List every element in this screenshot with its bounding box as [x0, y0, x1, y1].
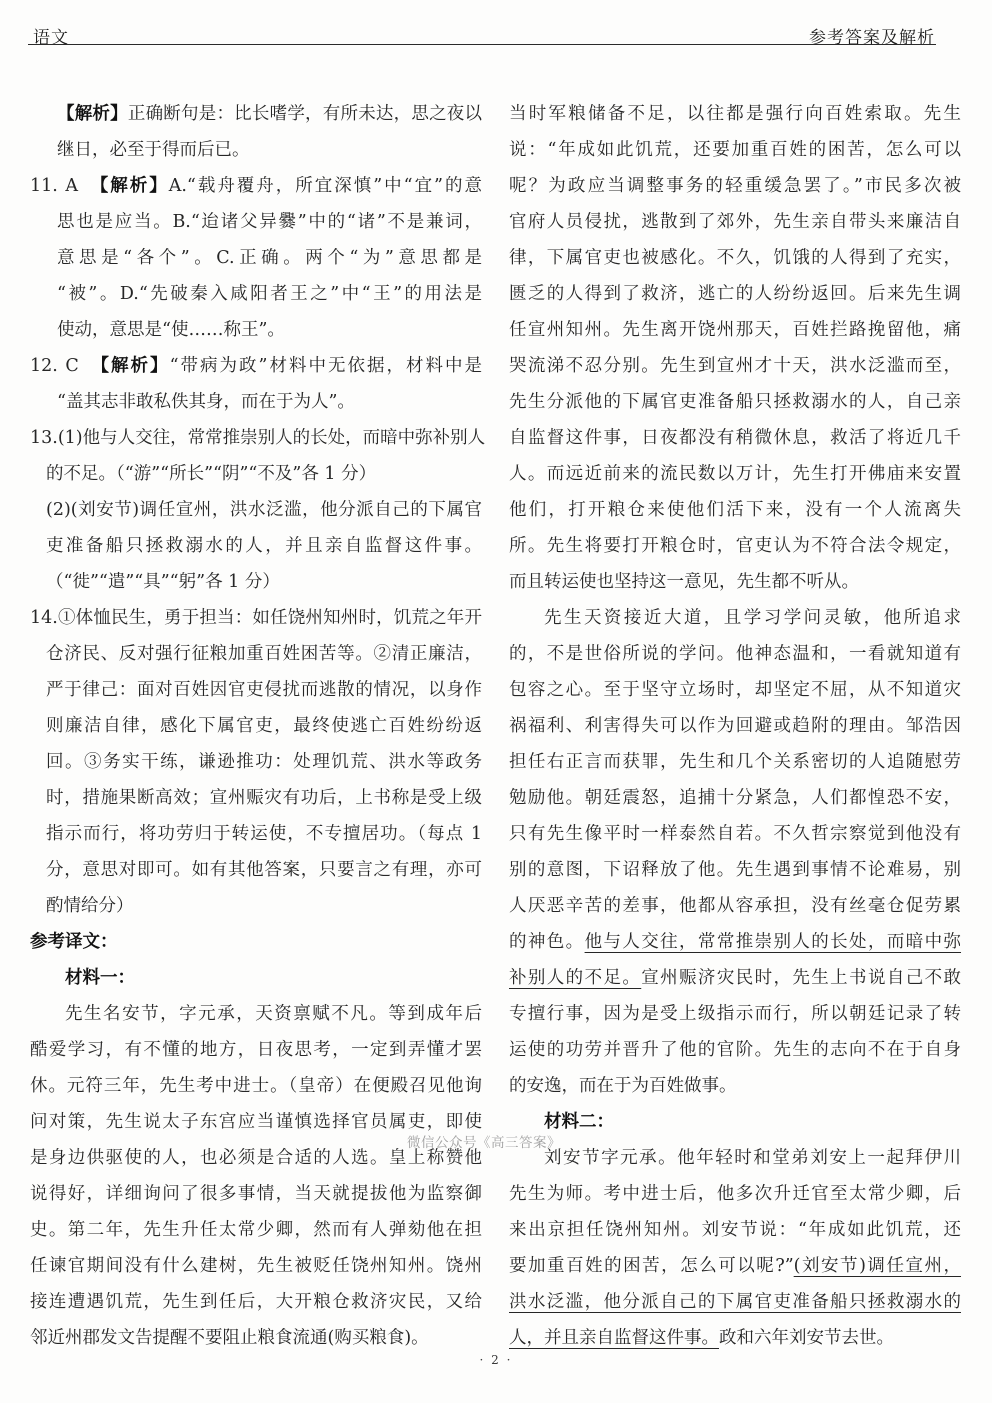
text-line — [509, 780, 961, 816]
text-segment: 来出京担任饶州知州。刘安节说：“年成如此饥荒，还 — [509, 1220, 961, 1240]
text-segment: 时，措施果断高效；宣州赈灾有功后，上书称是受上级 — [46, 788, 482, 808]
text-line — [509, 600, 961, 636]
text-line — [509, 888, 961, 924]
bold-text-segment: 【解析】 — [99, 176, 169, 196]
text-segment: (2)(刘安节)调任宣州，洪水泛滥，他分派自己的下属官 — [46, 500, 482, 520]
text-line — [46, 564, 482, 600]
text-segment: 邻近州郡发文告提醒不要阻止粮食流通(购买粮食)。 — [30, 1328, 429, 1348]
text-line — [30, 1248, 482, 1284]
underlined-text-segment: 他与人交往，常常推崇别人的长处，而暗中弥 — [584, 932, 962, 952]
text-line — [46, 888, 482, 924]
text-line — [46, 636, 482, 672]
text-line — [46, 852, 482, 888]
text-line — [30, 348, 482, 384]
text-segment: 说得好，详细询问了很多事情，当天就提拔他为监察御 — [30, 1184, 482, 1204]
text-line — [57, 276, 482, 312]
underlined-text-segment: 洪水泛滥，他分派自己的下属官吏准备船只拯救溺水的 — [509, 1292, 961, 1312]
text-line — [509, 312, 961, 348]
text-segment: 刘安节字元承。他年轻时和堂弟刘安上一起拜伊川 — [544, 1148, 961, 1168]
text-segment: 他们，打开粮仓来使他们活下来，没有一个人流离失 — [509, 500, 961, 520]
text-line — [46, 708, 482, 744]
text-line — [57, 384, 482, 420]
header-rule — [28, 44, 936, 45]
text-line — [509, 996, 961, 1032]
bold-text-segment: 【解析】 — [57, 104, 128, 124]
text-line — [57, 132, 482, 168]
text-segment: “被”。D.“先破秦入咸阳者王之”中“王”的用法是 — [57, 284, 482, 304]
text-line — [509, 816, 961, 852]
text-line — [509, 672, 961, 708]
text-line — [30, 1320, 482, 1356]
text-line — [509, 420, 961, 456]
bold-text-segment: 材料一： — [65, 968, 135, 988]
text-segment: 的不足。（“游”“所长”“阴”“不及”各 1 分） — [46, 464, 377, 484]
watermark-text: 微信公众号《高三答案》 — [407, 1135, 561, 1151]
page-number: · 2 · — [479, 1353, 513, 1367]
text-line — [509, 96, 961, 132]
text-line — [57, 204, 482, 240]
text-line — [509, 1032, 961, 1068]
text-line — [30, 420, 486, 456]
text-segment: 运使的功劳并晋升了他的官阶。先生的志向不在于自身 — [509, 1040, 961, 1060]
text-segment: A.“载舟覆舟，所宜深慎”中“宜”的意 — [168, 176, 482, 196]
text-line — [509, 1248, 961, 1284]
text-line — [509, 1176, 961, 1212]
text-line — [30, 1104, 482, 1140]
text-line — [46, 528, 482, 564]
text-segment: 回。③务实干练，谦逊推功：处理饥荒、洪水等政务 — [46, 752, 482, 772]
bold-text-segment: 参考译文： — [30, 932, 118, 952]
text-line — [509, 564, 961, 600]
text-line — [30, 1284, 482, 1320]
text-line — [46, 492, 482, 528]
text-line — [509, 276, 961, 312]
text-line — [30, 1068, 482, 1104]
text-line — [509, 1068, 961, 1104]
text-segment: 接连遭遇饥荒，先生到任后，大开粮仓救济灾民，又给 — [30, 1292, 482, 1312]
text-segment: 担任右正言而获罪，先生和几个关系密切的人追随慰劳 — [509, 752, 961, 772]
text-segment: 史。第二年，先生升任太常少卿，然而有人弹劾他在担 — [30, 1220, 482, 1240]
text-segment: 先生为师。考中进士后，他多次升迁官至太常少卿，后 — [509, 1184, 961, 1204]
underlined-text-segment: 人，并且亲自监督这件事。 — [509, 1328, 719, 1348]
text-line — [509, 204, 961, 240]
text-segment: 自监督这件事，日夜都没有稍微休息，救活了将近几千 — [509, 428, 961, 448]
text-line — [46, 744, 482, 780]
text-segment: 酌情给分） — [46, 896, 134, 916]
text-segment: 呢？为政应当调整事务的轻重缓急罢了。”市民多次被 — [509, 176, 961, 196]
text-line — [509, 636, 961, 672]
text-segment: 所。先生将要打开粮仓时，官吏认为不符合法令规定， — [509, 536, 961, 556]
text-line — [30, 924, 482, 960]
text-segment: 继日，必至于得而后已。 — [57, 140, 250, 160]
text-segment: 先生天资接近大道，且学习学问灵敏，他所追求 — [544, 608, 961, 628]
bold-text-segment: 【解析】 — [100, 356, 170, 376]
text-line — [46, 780, 482, 816]
text-segment: 则廉洁自律，感化下属官吏，最终使逃亡百姓纷纷返 — [46, 716, 482, 736]
text-segment: 思也是应当。B.“迨诸父异爨”中的“诸”不是兼词， — [57, 212, 482, 232]
text-segment: 而且转运使也坚持这一意见，先生都不听从。 — [509, 572, 859, 592]
text-line — [509, 708, 961, 744]
text-line — [509, 528, 961, 564]
text-segment: 问对策，先生说太子东宫应当谨慎选择官员属吏，即使 — [30, 1112, 482, 1132]
underlined-text-segment: 补别人的不足。 — [509, 968, 642, 988]
text-segment: 宣州赈济灾民时，先生上书说自己不敢 — [641, 968, 962, 988]
text-segment: 人。而远近前来的流民数以万计，先生打开佛庙来安置 — [509, 464, 961, 484]
page-footer — [0, 1353, 992, 1367]
text-line — [46, 816, 482, 852]
text-line — [509, 348, 961, 384]
text-line — [57, 312, 482, 348]
text-segment: 只有先生像平时一样泰然自若。不久哲宗察觉到他没有 — [509, 824, 961, 844]
text-line — [509, 384, 961, 420]
text-line — [509, 1140, 961, 1176]
text-segment: 指示而行，将功劳归于转运使，不专擅居功。（每点 1 — [46, 824, 482, 844]
text-line — [509, 960, 961, 996]
text-segment: 酷爱学习，有不懂的地方，日夜思考，一定到弄懂才罢 — [30, 1040, 482, 1060]
text-segment: 当时军粮储备不足，以往都是强行向百姓索取。先生 — [509, 104, 961, 124]
text-segment: 仓济民、反对强行征粮加重百姓困苦等。②清正廉洁， — [46, 644, 482, 664]
page-title: 参考答案及解析 — [809, 28, 935, 48]
text-segment: 律，下属官吏也被感化。不久，饥饿的人得到了充实， — [509, 248, 961, 268]
right-text-column — [509, 96, 961, 1356]
text-segment: 使动，意思是“使……称王”。 — [57, 320, 285, 340]
text-segment: 是身边供驱使的人，也必须是合适的人选。皇上称赞他 — [30, 1148, 482, 1168]
text-segment: 要加重百姓的困苦，怎么可以呢?” — [509, 1256, 794, 1276]
text-segment: 13.(1)他与人交往，常常推崇别人的长处，而暗中弥补别人 — [30, 428, 486, 448]
text-line — [509, 1320, 961, 1356]
underlined-text-segment: (刘安节)调任宣州， — [793, 1256, 962, 1276]
text-line — [30, 1176, 482, 1212]
text-line — [509, 852, 961, 888]
text-line — [46, 456, 482, 492]
text-line — [509, 744, 961, 780]
text-segment: 任宣州知州。先生离开饶州那天，百姓拦路挽留他，痛 — [509, 320, 961, 340]
text-line — [509, 1104, 961, 1140]
text-segment: 休。元符三年，先生考中进士。（皇帝）在便殿召见他询 — [30, 1076, 482, 1096]
text-segment: “盖其志非敢私佚其身，而在于为人”。 — [57, 392, 355, 412]
text-line — [509, 132, 961, 168]
text-line — [30, 1212, 482, 1248]
text-segment: 哭流涕不忍分别。先生到宣州才十天，洪水泛滥而至， — [509, 356, 961, 376]
text-segment: 包容之心。至于坚守立场时，却坚定不屈，从不知道灾 — [509, 680, 961, 700]
text-line — [57, 240, 482, 276]
text-line — [509, 924, 961, 960]
text-segment: 人厌恶辛苦的差事，他都从容承担，没有丝毫仓促劳累 — [509, 896, 961, 916]
text-line — [509, 1284, 961, 1320]
text-line — [46, 672, 482, 708]
text-segment: 先生名安节，字元承，天资禀赋不凡。等到成年后 — [65, 1004, 482, 1024]
text-segment: 的，不是世俗所说的学问。他神态温和，一看就知道有 — [509, 644, 961, 664]
text-segment: 先生分派他的下属官吏准备船只拯救溺水的人，自己亲 — [509, 392, 961, 412]
text-segment: 14.①体恤民生，勇于担当：如任饶州知州时，饥荒之年开 — [30, 608, 482, 628]
text-segment: 正确断句是：比长嗜学，有所未达，思之夜以 — [127, 104, 483, 124]
text-segment: 专擅行事，因为是受上级指示而行，所以朝廷记录了转 — [509, 1004, 961, 1024]
text-line — [30, 1140, 482, 1176]
text-segment: 意思是“各个”。C.正确。两个“为”意思都是 — [57, 248, 482, 268]
text-segment: 祸福利、利害得失可以作为回避或趋附的理由。邹浩因 — [509, 716, 961, 736]
text-line — [57, 96, 482, 132]
text-line — [30, 600, 482, 636]
text-line — [30, 168, 482, 204]
subject-label: 语文 — [33, 28, 69, 48]
text-segment: 说：“年成如此饥荒，还要加重百姓的困苦，怎么可以 — [509, 140, 961, 160]
text-line — [509, 240, 961, 276]
text-line — [509, 168, 961, 204]
text-line — [30, 960, 482, 996]
text-segment: 勉励他。朝廷震怒，追捕十分紧急，人们都惶恐不安， — [509, 788, 961, 808]
text-segment: 严于律己：面对百姓因官吏侵扰而逃散的情况，以身作 — [46, 680, 482, 700]
text-segment: 吏准备船只拯救溺水的人，并且亲自监督这件事。 — [46, 536, 482, 556]
text-segment: 任谏官期间没有什么建树，先生被贬任饶州知州。饶州 — [30, 1256, 482, 1276]
text-line — [509, 1212, 961, 1248]
text-segment: 的神色。 — [509, 932, 585, 952]
text-segment: “带病为政”材料中无依据，材料中是 — [169, 356, 482, 376]
text-segment: 官府人员侵扰，逃散到了郊外，先生亲自带头来廉洁自 — [509, 212, 961, 232]
bold-text-segment: 材料二： — [544, 1112, 614, 1132]
text-line — [30, 1032, 482, 1068]
text-segment: （“徙”“遣”“具”“躬”各 1 分） — [46, 572, 280, 592]
text-segment: 12. C — [30, 356, 101, 376]
text-line — [509, 456, 961, 492]
text-segment: 的安逸，而在于为百姓做事。 — [509, 1076, 737, 1096]
text-segment: 11. A — [30, 176, 100, 196]
text-segment: 匮乏的人得到了救济，逃亡的人纷纷返回。后来先生调 — [509, 284, 961, 304]
text-segment: 分，意思对即可。如有其他答案，只要言之有理，亦可 — [46, 860, 482, 880]
text-line — [30, 996, 482, 1032]
text-line — [509, 492, 961, 528]
text-segment: 别的意图，下诏释放了他。先生遇到事情不论难易，别 — [509, 860, 961, 880]
text-segment: 政和六年刘安节去世。 — [719, 1328, 894, 1348]
